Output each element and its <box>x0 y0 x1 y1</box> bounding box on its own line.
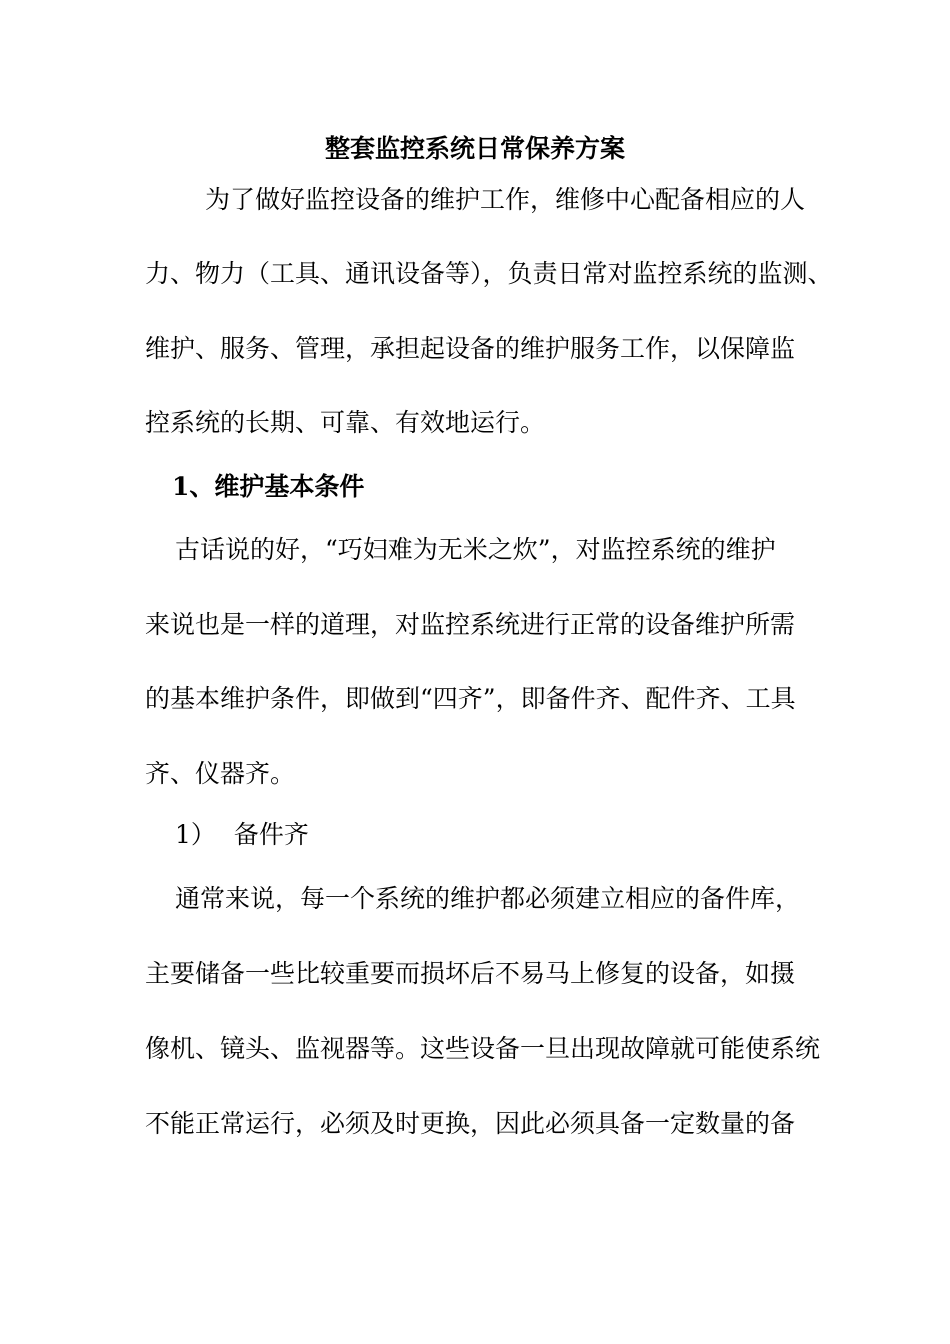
subsection1-line-2: 主要储备一些比较重要而损坏后不易马上修复的设备，如摄 <box>145 959 796 988</box>
section1-line-2: 来说也是一样的道理，对监控系统进行正常的设备维护所需 <box>145 610 796 639</box>
intro-line-2: 力、物力（工具、通讯设备等），负责日常对监控系统的监测、 <box>145 259 833 288</box>
subsection1-line-1: 通常来说，每一个系统的维护都必须建立相应的备件库， <box>175 884 801 913</box>
subsection-heading-1 <box>175 816 309 854</box>
section1-line-4: 齐、仪器齐。 <box>145 759 296 788</box>
subsection1-line-4: 不能正常运行，必须及时更换，因此必须具备一定数量的备 <box>145 1109 796 1138</box>
subsection-label: 备件齐 <box>233 820 309 849</box>
document-title: 整套监控系统日常保养方案 <box>324 134 625 163</box>
subsection1-line-3: 像机、镜头、监视器等。这些设备一旦出现故障就可能使系统 <box>145 1034 821 1063</box>
subsection-number: 1） <box>175 820 216 849</box>
section1-line-1: 古话说的好，“巧妇难为无米之炊”，对监控系统的维护 <box>175 535 776 564</box>
intro-line-1: 为了做好监控设备的维护工作，维修中心配备相应的人 <box>205 185 806 214</box>
section-heading-1: 1、维护基本条件 <box>172 472 365 501</box>
intro-line-4: 控系统的长期、可靠、有效地运行。 <box>145 408 546 437</box>
section1-line-3: 的基本维护条件，即做到“四齐”，即备件齐、配件齐、工具 <box>145 684 796 713</box>
intro-line-3: 维护、服务、管理，承担起设备的维护服务工作，以保障监 <box>145 334 796 363</box>
